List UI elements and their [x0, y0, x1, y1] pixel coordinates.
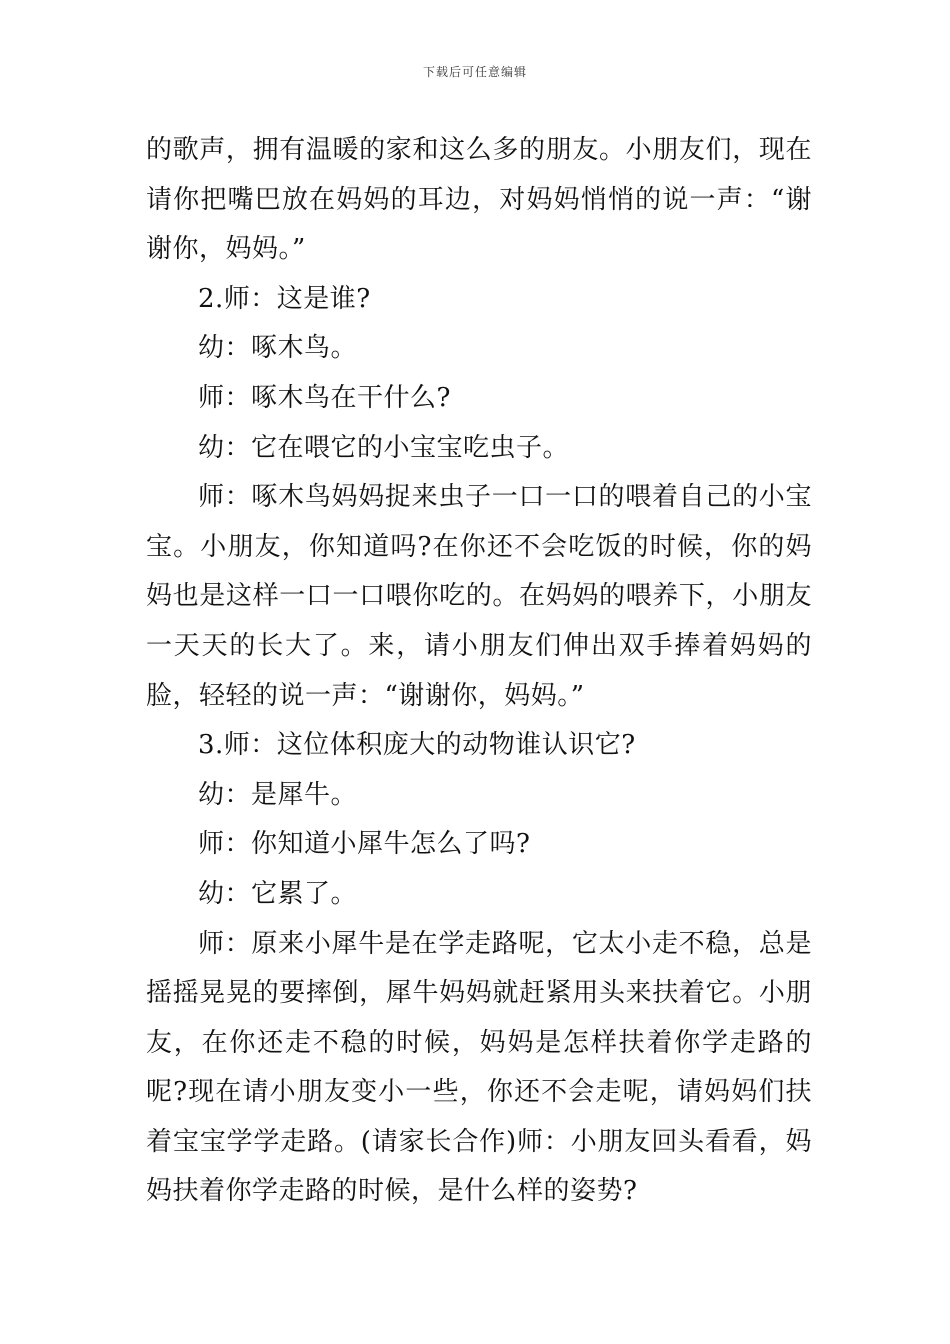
- paragraph-8: 幼：是犀牛。: [198, 779, 358, 810]
- paragraph-1: 的歌声，拥有温暖的家和这么多的朋友。小朋友们，现在请你把嘴巴放在妈妈的耳边，对妈妈悄悄的说一声：“谢谢你，妈妈。”: [146, 135, 812, 265]
- paragraph-9: 师：你知道小犀牛怎么了吗?: [198, 829, 531, 860]
- paragraph-7: 3.师：这位体积庞大的动物谁认识它?: [198, 730, 636, 761]
- paragraph-5: 幼：它在喂它的小宝宝吃虫子。: [198, 432, 570, 463]
- paragraph-2: 2.师：这是谁?: [198, 283, 371, 314]
- document-body: [146, 126, 812, 1217]
- paragraph-6: 师：啄木鸟妈妈捉来虫子一口一口的喂着自己的小宝宝。小朋友，你知道吗?在你还不会吃饭的时候，你的妈妈也是这样一口一口喂你吃的。在妈妈的喂养下，小朋友一天天的长大了。来，请小朋友们伸出双手捧着妈妈的脸，轻轻的说一声：“谢谢你，妈妈。”: [146, 482, 812, 711]
- paragraph-3: 幼：啄木鸟。: [198, 333, 358, 364]
- paragraph-10: 幼：它累了。: [198, 878, 358, 909]
- paragraph-4: 师：啄木鸟在干什么?: [198, 382, 451, 413]
- paragraph-11: 师：原来小犀牛是在学走路呢，它太小走不稳，总是摇摇晃晃的要摔倒，犀牛妈妈就赶紧用头来扶着它。小朋友，在你还走不稳的时候，妈妈是怎样扶着你学走路的呢?现在请小朋友变小一些，你还不会走呢，请妈妈们扶着宝宝学学走路。(请家长合作)师：小朋友回头看看，妈妈扶着你学走路的时候，是什么样的姿势?: [146, 928, 812, 1207]
- page-header: 下载后可任意编辑: [422, 65, 527, 79]
